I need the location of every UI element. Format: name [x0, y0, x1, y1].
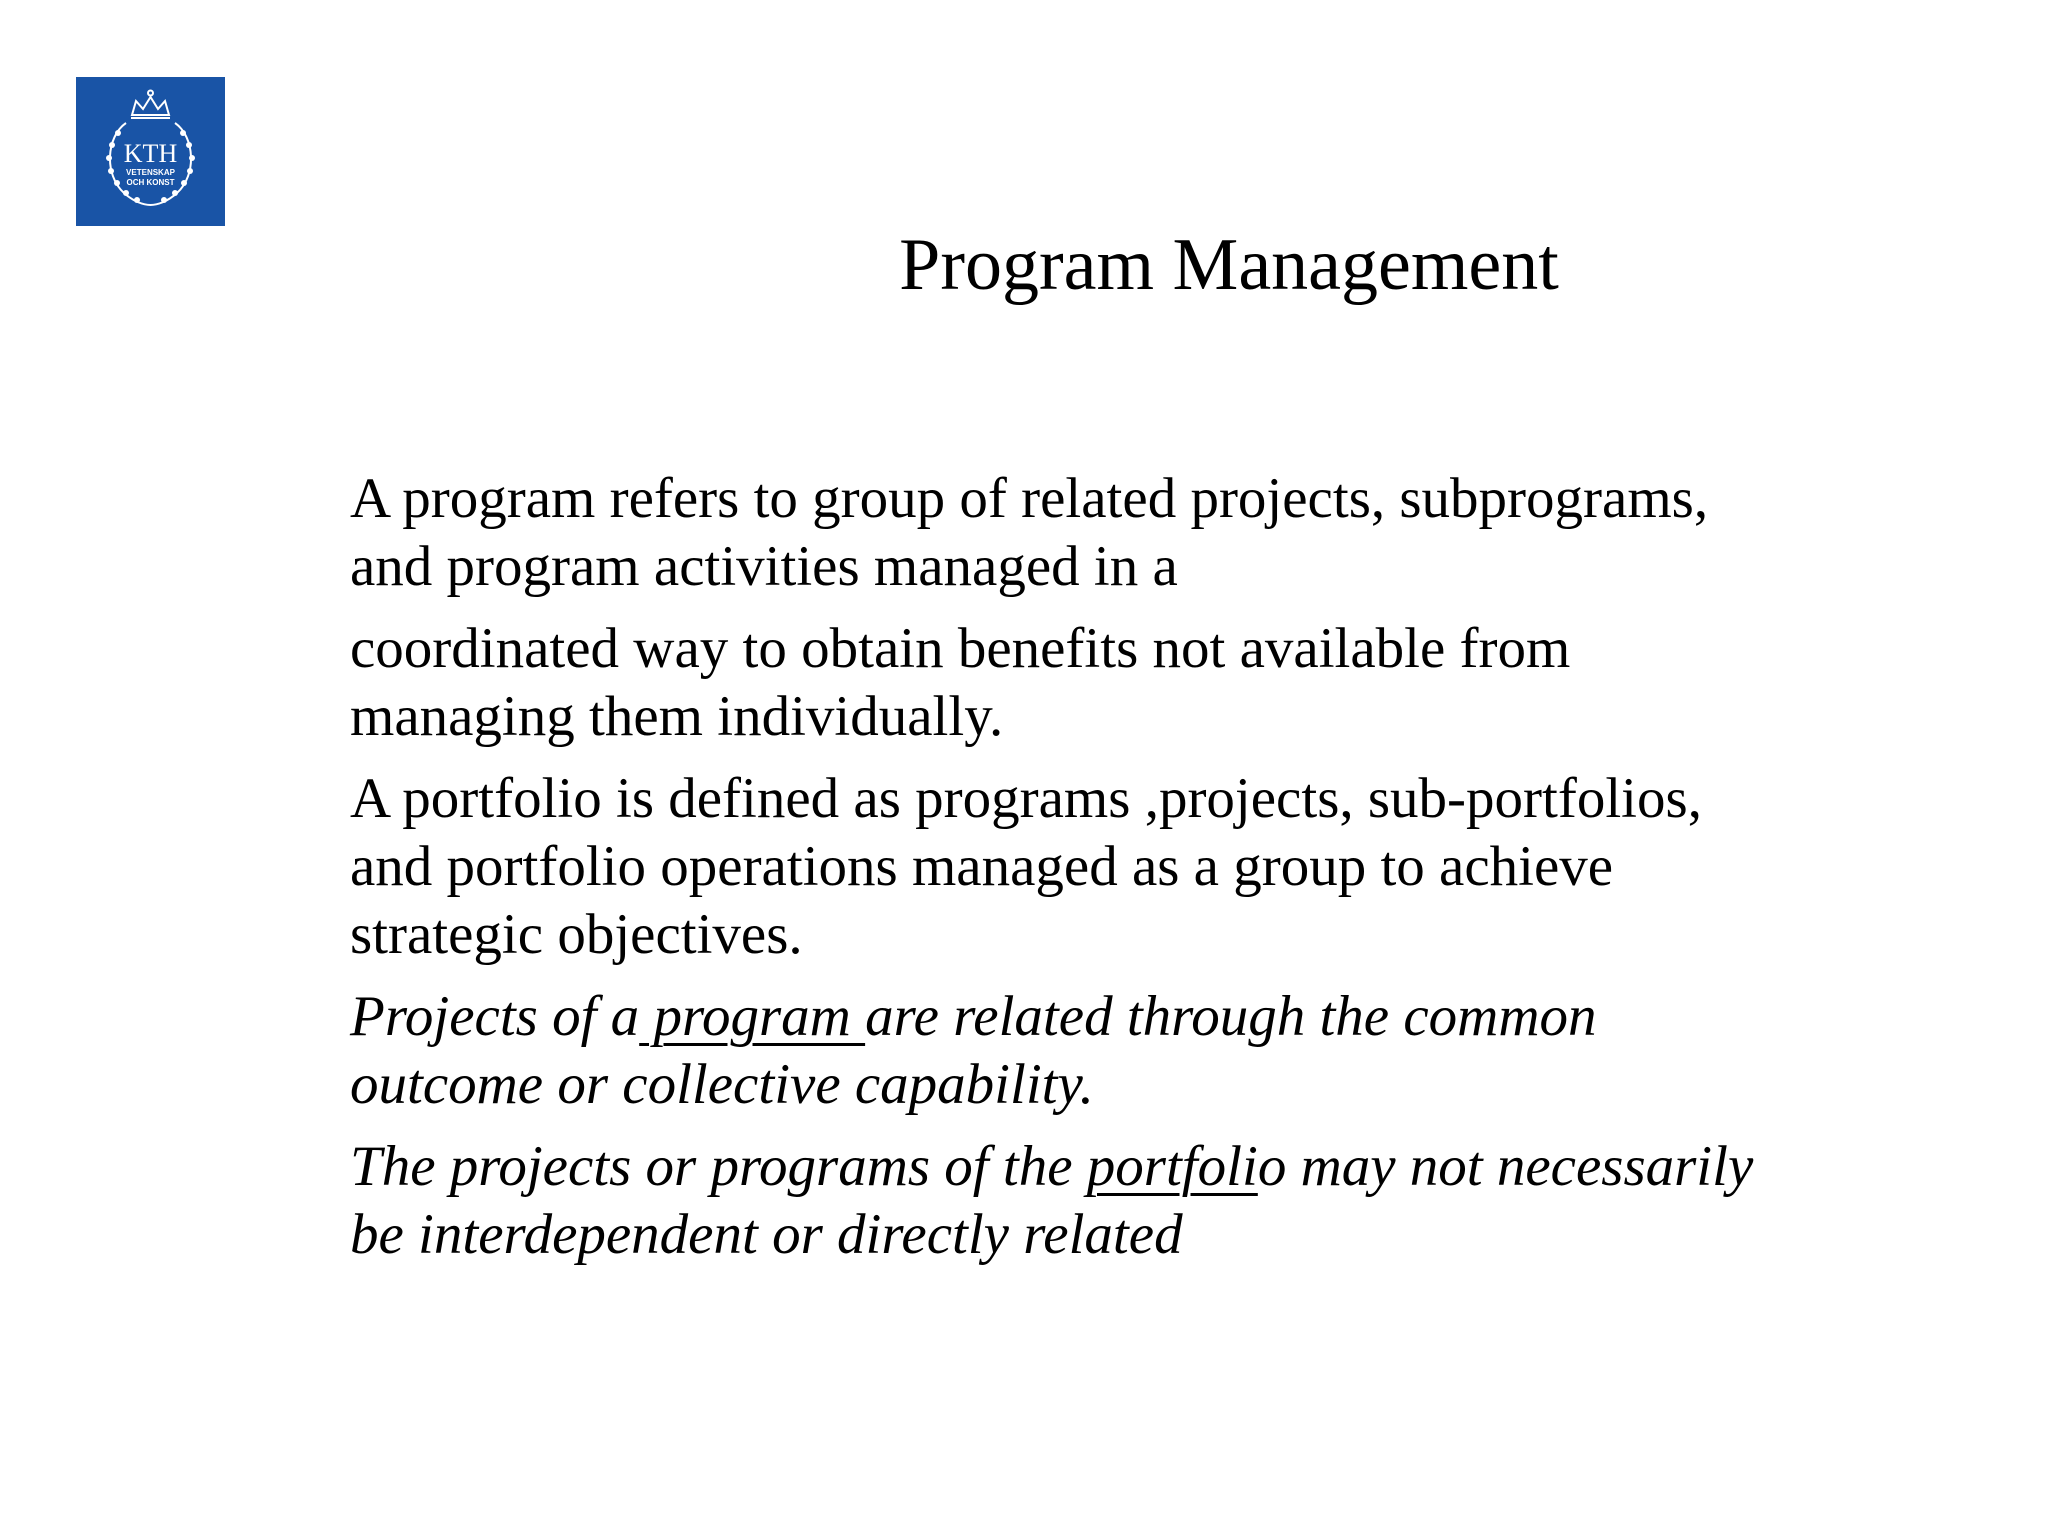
- text-segment: o may not necessarily: [1257, 1135, 1754, 1198]
- slide-body: [350, 465, 1970, 1283]
- text-line: A program refers to group of related projects, subprograms,: [350, 467, 1709, 530]
- text-line: managing them individually.: [350, 685, 1004, 748]
- paragraph-program-projects: [350, 983, 1970, 1119]
- text-segment: are related through the common: [865, 985, 1597, 1048]
- paragraph-program-definition: [350, 465, 1970, 601]
- paragraph-program-benefits: [350, 615, 1970, 751]
- logo-kth-text: KTH: [123, 139, 178, 168]
- text-line: coordinated way to obtain benefits not available from: [350, 617, 1571, 680]
- slide-title: Program Management: [899, 224, 1559, 306]
- text-line: and program activities managed in a: [350, 535, 1178, 598]
- paragraph-portfolio-projects: [350, 1133, 1970, 1269]
- logo-line2: OCH KONST: [126, 178, 175, 187]
- text-line: [350, 983, 1970, 1051]
- text-line: outcome or collective capability.: [350, 1053, 1094, 1116]
- paragraph-portfolio-definition: [350, 765, 1970, 969]
- logo-line1: VETENSKAP: [126, 168, 175, 177]
- text-segment: The projects or programs of the: [350, 1135, 1087, 1198]
- underlined-term-program: program: [639, 985, 866, 1048]
- kth-logo: [76, 77, 225, 226]
- text-line: strategic objectives.: [350, 903, 803, 966]
- text-line: [350, 1133, 1970, 1201]
- text-line: and portfolio operations managed as a group to achieve: [350, 835, 1614, 898]
- underlined-term-portfolio: portfoli: [1086, 1135, 1258, 1198]
- text-line: be interdependent or directly related: [350, 1203, 1183, 1266]
- text-line: A portfolio is defined as programs ,projects, sub-portfolios,: [350, 767, 1702, 830]
- text-segment: Projects of a: [350, 985, 640, 1048]
- kth-crest-icon: [76, 77, 225, 226]
